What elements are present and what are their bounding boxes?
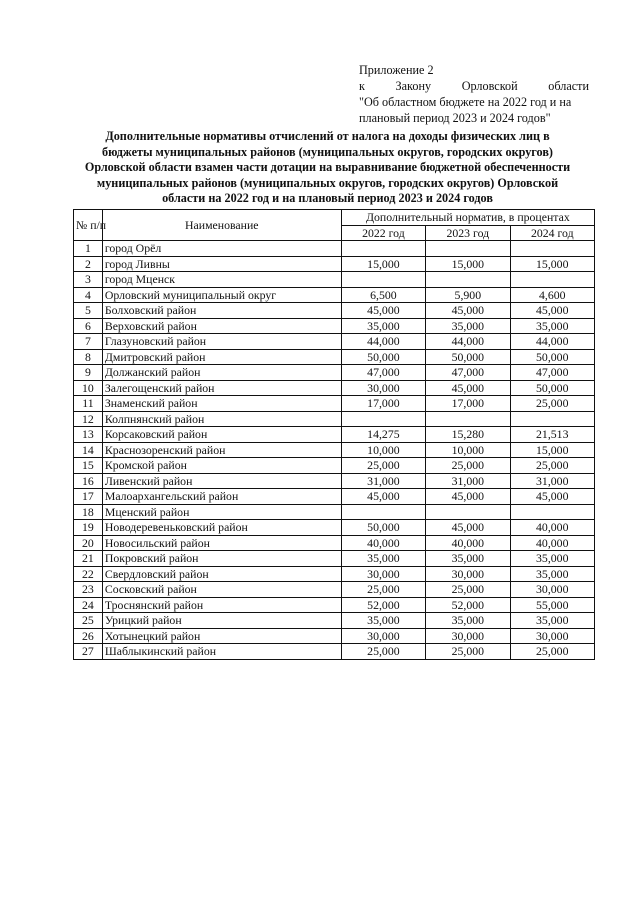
table-row	[74, 628, 595, 644]
appendix-block	[359, 62, 589, 126]
table-row	[74, 365, 595, 381]
header-year-2023: 2023 год	[426, 225, 510, 241]
row-number: 26	[74, 628, 103, 644]
row-number: 14	[74, 442, 103, 458]
row-value-2023: 30,000	[426, 628, 510, 644]
row-name: Троснянский район	[102, 597, 341, 613]
row-name: Покровский район	[102, 551, 341, 567]
row-name: Шаблыкинский район	[102, 644, 341, 660]
row-value-2023	[426, 241, 510, 257]
row-value-2024: 4,600	[510, 287, 594, 303]
row-name: Краснозоренский район	[102, 442, 341, 458]
appendix-number: Приложение 2	[359, 63, 434, 77]
row-value-2024: 30,000	[510, 628, 594, 644]
row-value-2024	[510, 504, 594, 520]
header-year-2024: 2024 год	[510, 225, 594, 241]
row-value-2024: 55,000	[510, 597, 594, 613]
row-name: Верховский район	[102, 318, 341, 334]
row-number: 2	[74, 256, 103, 272]
row-number: 8	[74, 349, 103, 365]
table-row	[74, 489, 595, 505]
table-row	[74, 535, 595, 551]
row-value-2022: 17,000	[341, 396, 425, 412]
row-value-2023: 45,000	[426, 520, 510, 536]
table-row	[74, 349, 595, 365]
appendix-law-title-line2: плановый период 2023 и 2024 годов"	[359, 111, 551, 125]
row-number: 12	[74, 411, 103, 427]
row-number: 4	[74, 287, 103, 303]
table-row	[74, 504, 595, 520]
row-name: Малоархангельский район	[102, 489, 341, 505]
row-value-2024: 35,000	[510, 613, 594, 629]
table-row	[74, 427, 595, 443]
row-name: Новодеревеньковский район	[102, 520, 341, 536]
row-value-2024: 35,000	[510, 566, 594, 582]
row-name: Кромской район	[102, 458, 341, 474]
row-value-2022: 35,000	[341, 551, 425, 567]
row-value-2024: 50,000	[510, 349, 594, 365]
row-number: 25	[74, 613, 103, 629]
row-name: город Мценск	[102, 272, 341, 288]
row-number: 13	[74, 427, 103, 443]
table-row	[74, 396, 595, 412]
row-number: 27	[74, 644, 103, 660]
row-number: 9	[74, 365, 103, 381]
row-value-2024	[510, 411, 594, 427]
norms-table	[73, 209, 595, 660]
row-value-2024: 25,000	[510, 458, 594, 474]
row-value-2023: 25,000	[426, 644, 510, 660]
row-value-2024: 31,000	[510, 473, 594, 489]
title-line: Орловской области взамен части дотации на выравнивание бюджетной обеспеченности	[84, 160, 571, 174]
header-year-2022: 2022 год	[341, 225, 425, 241]
row-number: 10	[74, 380, 103, 396]
row-value-2023: 47,000	[426, 365, 510, 381]
table-row	[74, 411, 595, 427]
appendix-law-title-line1: "Об областном бюджете на 2022 год и на	[359, 95, 572, 109]
row-value-2022: 10,000	[341, 442, 425, 458]
row-value-2023: 35,000	[426, 551, 510, 567]
row-value-2024: 25,000	[510, 396, 594, 412]
title-line: области на 2022 год и на плановый период 2023 и 2024 годов	[162, 191, 493, 205]
row-value-2024: 35,000	[510, 318, 594, 334]
row-name: Знаменский район	[102, 396, 341, 412]
row-value-2022: 25,000	[341, 458, 425, 474]
table-row	[74, 287, 595, 303]
row-value-2023: 52,000	[426, 597, 510, 613]
row-number: 1	[74, 241, 103, 257]
row-number: 18	[74, 504, 103, 520]
row-value-2022: 52,000	[341, 597, 425, 613]
row-number: 11	[74, 396, 103, 412]
row-value-2023: 45,000	[426, 489, 510, 505]
row-name: Хотынецкий район	[102, 628, 341, 644]
table-row	[74, 644, 595, 660]
row-name: Колпнянский район	[102, 411, 341, 427]
table-row	[74, 520, 595, 536]
row-value-2023: 25,000	[426, 458, 510, 474]
row-value-2024: 44,000	[510, 334, 594, 350]
row-name: Орловский муниципальный округ	[102, 287, 341, 303]
row-value-2024: 15,000	[510, 442, 594, 458]
row-number: 6	[74, 318, 103, 334]
row-value-2024	[510, 272, 594, 288]
row-value-2024: 47,000	[510, 365, 594, 381]
row-value-2022: 35,000	[341, 318, 425, 334]
row-name: Должанский район	[102, 365, 341, 381]
row-value-2023: 15,280	[426, 427, 510, 443]
table-row	[74, 458, 595, 474]
appendix-word: к	[359, 79, 365, 93]
row-number: 7	[74, 334, 103, 350]
row-value-2024: 21,513	[510, 427, 594, 443]
row-value-2023: 25,000	[426, 582, 510, 598]
title-line: муниципальных районов (муниципальных округов, городских округов) Орловской	[96, 175, 559, 190]
row-name: Глазуновский район	[102, 334, 341, 350]
row-value-2024: 25,000	[510, 644, 594, 660]
row-value-2023: 45,000	[426, 380, 510, 396]
row-value-2022	[341, 272, 425, 288]
row-value-2023: 30,000	[426, 566, 510, 582]
row-number: 15	[74, 458, 103, 474]
row-value-2024: 40,000	[510, 535, 594, 551]
appendix-word: Закону	[395, 79, 432, 93]
row-value-2023: 40,000	[426, 535, 510, 551]
row-value-2024: 40,000	[510, 520, 594, 536]
row-name: Свердловский район	[102, 566, 341, 582]
row-name: Ливенский район	[102, 473, 341, 489]
row-value-2023: 15,000	[426, 256, 510, 272]
row-value-2024: 15,000	[510, 256, 594, 272]
table-row	[74, 272, 595, 288]
row-value-2022: 30,000	[341, 628, 425, 644]
appendix-word: области	[548, 79, 589, 93]
title-line: Дополнительные нормативы отчислений от налога на доходы физических лиц в	[105, 129, 550, 143]
row-value-2022: 30,000	[341, 566, 425, 582]
header-number: № п/п	[74, 210, 103, 241]
table-body	[74, 241, 595, 660]
row-value-2022: 47,000	[341, 365, 425, 381]
row-value-2022: 50,000	[341, 349, 425, 365]
table-row	[74, 613, 595, 629]
header-name: Наименование	[102, 210, 341, 241]
table-row	[74, 582, 595, 598]
row-value-2022: 45,000	[341, 303, 425, 319]
row-value-2022: 50,000	[341, 520, 425, 536]
row-value-2022	[341, 504, 425, 520]
title-line: бюджеты муниципальных районов (муниципальных округов, городских округов)	[102, 144, 553, 159]
row-value-2023	[426, 272, 510, 288]
appendix-word: Орловской	[461, 79, 518, 93]
row-value-2023	[426, 411, 510, 427]
row-value-2022: 44,000	[341, 334, 425, 350]
row-value-2023: 35,000	[426, 613, 510, 629]
table-row	[74, 442, 595, 458]
row-value-2022: 6,500	[341, 287, 425, 303]
row-value-2022: 40,000	[341, 535, 425, 551]
row-name: Урицкий район	[102, 613, 341, 629]
row-value-2024: 45,000	[510, 489, 594, 505]
row-number: 3	[74, 272, 103, 288]
row-name: город Орёл	[102, 241, 341, 257]
row-value-2023: 31,000	[426, 473, 510, 489]
row-name: Дмитровский район	[102, 349, 341, 365]
row-name: Корсаковский район	[102, 427, 341, 443]
table-row	[74, 241, 595, 257]
row-number: 22	[74, 566, 103, 582]
row-value-2022	[341, 411, 425, 427]
row-value-2024: 45,000	[510, 303, 594, 319]
table-header-row	[74, 210, 595, 226]
header-group: Дополнительный норматив, в процентах	[341, 210, 594, 226]
row-number: 5	[74, 303, 103, 319]
row-value-2022: 14,275	[341, 427, 425, 443]
table-row	[74, 597, 595, 613]
table-row	[74, 551, 595, 567]
table-row	[74, 303, 595, 319]
row-value-2022: 35,000	[341, 613, 425, 629]
appendix-law-reference	[359, 78, 589, 94]
document-title	[60, 129, 595, 207]
row-value-2022: 25,000	[341, 644, 425, 660]
row-value-2022: 15,000	[341, 256, 425, 272]
row-name: город Ливны	[102, 256, 341, 272]
row-value-2022	[341, 241, 425, 257]
row-value-2022: 25,000	[341, 582, 425, 598]
row-number: 23	[74, 582, 103, 598]
row-value-2024: 30,000	[510, 582, 594, 598]
row-number: 16	[74, 473, 103, 489]
row-value-2022: 45,000	[341, 489, 425, 505]
row-value-2023: 50,000	[426, 349, 510, 365]
row-value-2022: 30,000	[341, 380, 425, 396]
row-number: 24	[74, 597, 103, 613]
row-value-2023: 17,000	[426, 396, 510, 412]
row-value-2024: 50,000	[510, 380, 594, 396]
row-number: 19	[74, 520, 103, 536]
row-name: Болховский район	[102, 303, 341, 319]
row-number: 21	[74, 551, 103, 567]
row-value-2023: 44,000	[426, 334, 510, 350]
row-value-2023: 45,000	[426, 303, 510, 319]
table-row	[74, 318, 595, 334]
row-value-2023: 35,000	[426, 318, 510, 334]
table-row	[74, 473, 595, 489]
row-value-2023	[426, 504, 510, 520]
table-row	[74, 566, 595, 582]
table-row	[74, 380, 595, 396]
row-name: Мценский район	[102, 504, 341, 520]
row-value-2023: 5,900	[426, 287, 510, 303]
table-row	[74, 334, 595, 350]
row-value-2023: 10,000	[426, 442, 510, 458]
row-number: 17	[74, 489, 103, 505]
table-row	[74, 256, 595, 272]
row-name: Новосильский район	[102, 535, 341, 551]
row-name: Сосковский район	[102, 582, 341, 598]
row-value-2024: 35,000	[510, 551, 594, 567]
row-number: 20	[74, 535, 103, 551]
row-value-2024	[510, 241, 594, 257]
row-name: Залегощенский район	[102, 380, 341, 396]
row-value-2022: 31,000	[341, 473, 425, 489]
